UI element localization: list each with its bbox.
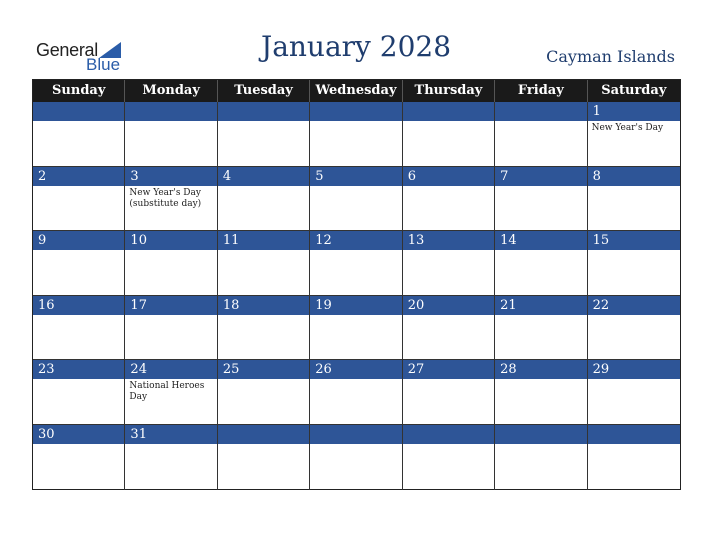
day-number — [310, 102, 401, 121]
day-cell[interactable] — [403, 102, 495, 167]
day-cell[interactable] — [403, 425, 495, 490]
day-number: 25 — [218, 360, 309, 379]
day-cell[interactable] — [218, 231, 310, 296]
day-number: 5 — [310, 167, 401, 186]
day-number — [310, 425, 401, 444]
day-cell[interactable] — [310, 231, 402, 296]
weekday-sunday: Sunday — [33, 80, 125, 102]
weekday-friday: Friday — [495, 80, 587, 102]
day-number: 28 — [495, 360, 586, 379]
week-row — [33, 167, 680, 232]
day-number: 12 — [310, 231, 401, 250]
day-number — [33, 102, 124, 121]
day-cell[interactable] — [588, 296, 680, 361]
day-number: 29 — [588, 360, 680, 379]
day-number — [588, 425, 680, 444]
day-number: 15 — [588, 231, 680, 250]
day-number: 2 — [33, 167, 124, 186]
day-cell[interactable] — [310, 360, 402, 425]
day-cell[interactable] — [403, 231, 495, 296]
holiday-label: National Heroes Day — [129, 381, 205, 403]
day-cell[interactable] — [125, 167, 217, 232]
day-number: 7 — [495, 167, 586, 186]
day-number — [125, 102, 216, 121]
day-cell[interactable] — [33, 167, 125, 232]
day-number: 20 — [403, 296, 494, 315]
calendar-weeks — [33, 102, 680, 490]
day-cell[interactable] — [125, 360, 217, 425]
week-row — [33, 425, 680, 490]
day-cell[interactable] — [125, 425, 217, 490]
day-cell[interactable] — [218, 360, 310, 425]
day-cell[interactable] — [125, 231, 217, 296]
day-number: 10 — [125, 231, 216, 250]
day-number: 8 — [588, 167, 680, 186]
day-number: 24 — [125, 360, 216, 379]
day-number: 1 — [588, 102, 680, 121]
day-number — [403, 425, 494, 444]
day-cell[interactable] — [495, 167, 587, 232]
day-cell[interactable] — [33, 102, 125, 167]
day-cell[interactable] — [310, 296, 402, 361]
weekday-wednesday: Wednesday — [310, 80, 402, 102]
weekday-header — [33, 80, 680, 102]
day-number: 13 — [403, 231, 494, 250]
weekday-saturday: Saturday — [601, 83, 667, 98]
day-number: 22 — [588, 296, 680, 315]
day-number: 11 — [218, 231, 309, 250]
day-cell[interactable] — [495, 360, 587, 425]
logo-word-blue: Blue — [86, 55, 121, 74]
day-cell[interactable] — [218, 102, 310, 167]
day-cell[interactable] — [403, 167, 495, 232]
weekday-tuesday: Tuesday — [218, 80, 310, 102]
day-cell[interactable] — [310, 167, 402, 232]
day-number — [218, 425, 309, 444]
day-cell[interactable] — [218, 425, 310, 490]
week-row — [33, 296, 680, 361]
day-cell[interactable] — [33, 231, 125, 296]
day-cell[interactable] — [495, 231, 587, 296]
week-row — [33, 231, 680, 296]
day-number: 16 — [33, 296, 124, 315]
region-label: Cayman Islands — [546, 47, 675, 66]
day-number: 31 — [125, 425, 216, 444]
day-cell[interactable] — [588, 167, 680, 232]
day-cell[interactable] — [33, 360, 125, 425]
day-cell[interactable] — [33, 296, 125, 361]
day-number — [218, 102, 309, 121]
day-number — [495, 425, 586, 444]
day-cell[interactable] — [588, 102, 680, 167]
day-number: 19 — [310, 296, 401, 315]
day-cell[interactable] — [495, 296, 587, 361]
day-cell[interactable] — [310, 425, 402, 490]
day-number: 17 — [125, 296, 216, 315]
day-cell[interactable] — [218, 167, 310, 232]
day-number: 30 — [33, 425, 124, 444]
day-number: 27 — [403, 360, 494, 379]
holiday-label: New Year's Day — [591, 123, 664, 133]
day-number: 23 — [33, 360, 124, 379]
day-cell[interactable] — [125, 296, 217, 361]
day-number: 9 — [33, 231, 124, 250]
logo-word-general: General — [36, 40, 98, 60]
calendar-grid — [32, 79, 681, 490]
week-row — [33, 102, 680, 167]
day-cell[interactable] — [125, 102, 217, 167]
day-cell[interactable] — [33, 425, 125, 490]
day-cell[interactable] — [495, 102, 587, 167]
day-number: 26 — [310, 360, 401, 379]
day-number: 21 — [495, 296, 586, 315]
day-number — [495, 102, 586, 121]
day-number: 14 — [495, 231, 586, 250]
day-cell[interactable] — [495, 425, 587, 490]
week-row — [33, 360, 680, 425]
day-cell[interactable] — [588, 360, 680, 425]
holiday-label: New Year's Day (substitute day) — [129, 187, 202, 209]
day-cell[interactable] — [310, 102, 402, 167]
day-cell[interactable] — [218, 296, 310, 361]
day-cell[interactable] — [588, 425, 680, 490]
day-cell[interactable] — [403, 296, 495, 361]
day-number: 6 — [403, 167, 494, 186]
weekday-thursday: Thursday — [403, 80, 495, 102]
day-cell[interactable] — [588, 231, 680, 296]
day-cell[interactable] — [403, 360, 495, 425]
day-number: 4 — [218, 167, 309, 186]
page-title: January 2028 — [260, 30, 452, 63]
day-number: 3 — [125, 167, 216, 186]
weekday-monday: Monday — [125, 80, 217, 102]
day-number: 18 — [218, 296, 309, 315]
day-number — [403, 102, 494, 121]
